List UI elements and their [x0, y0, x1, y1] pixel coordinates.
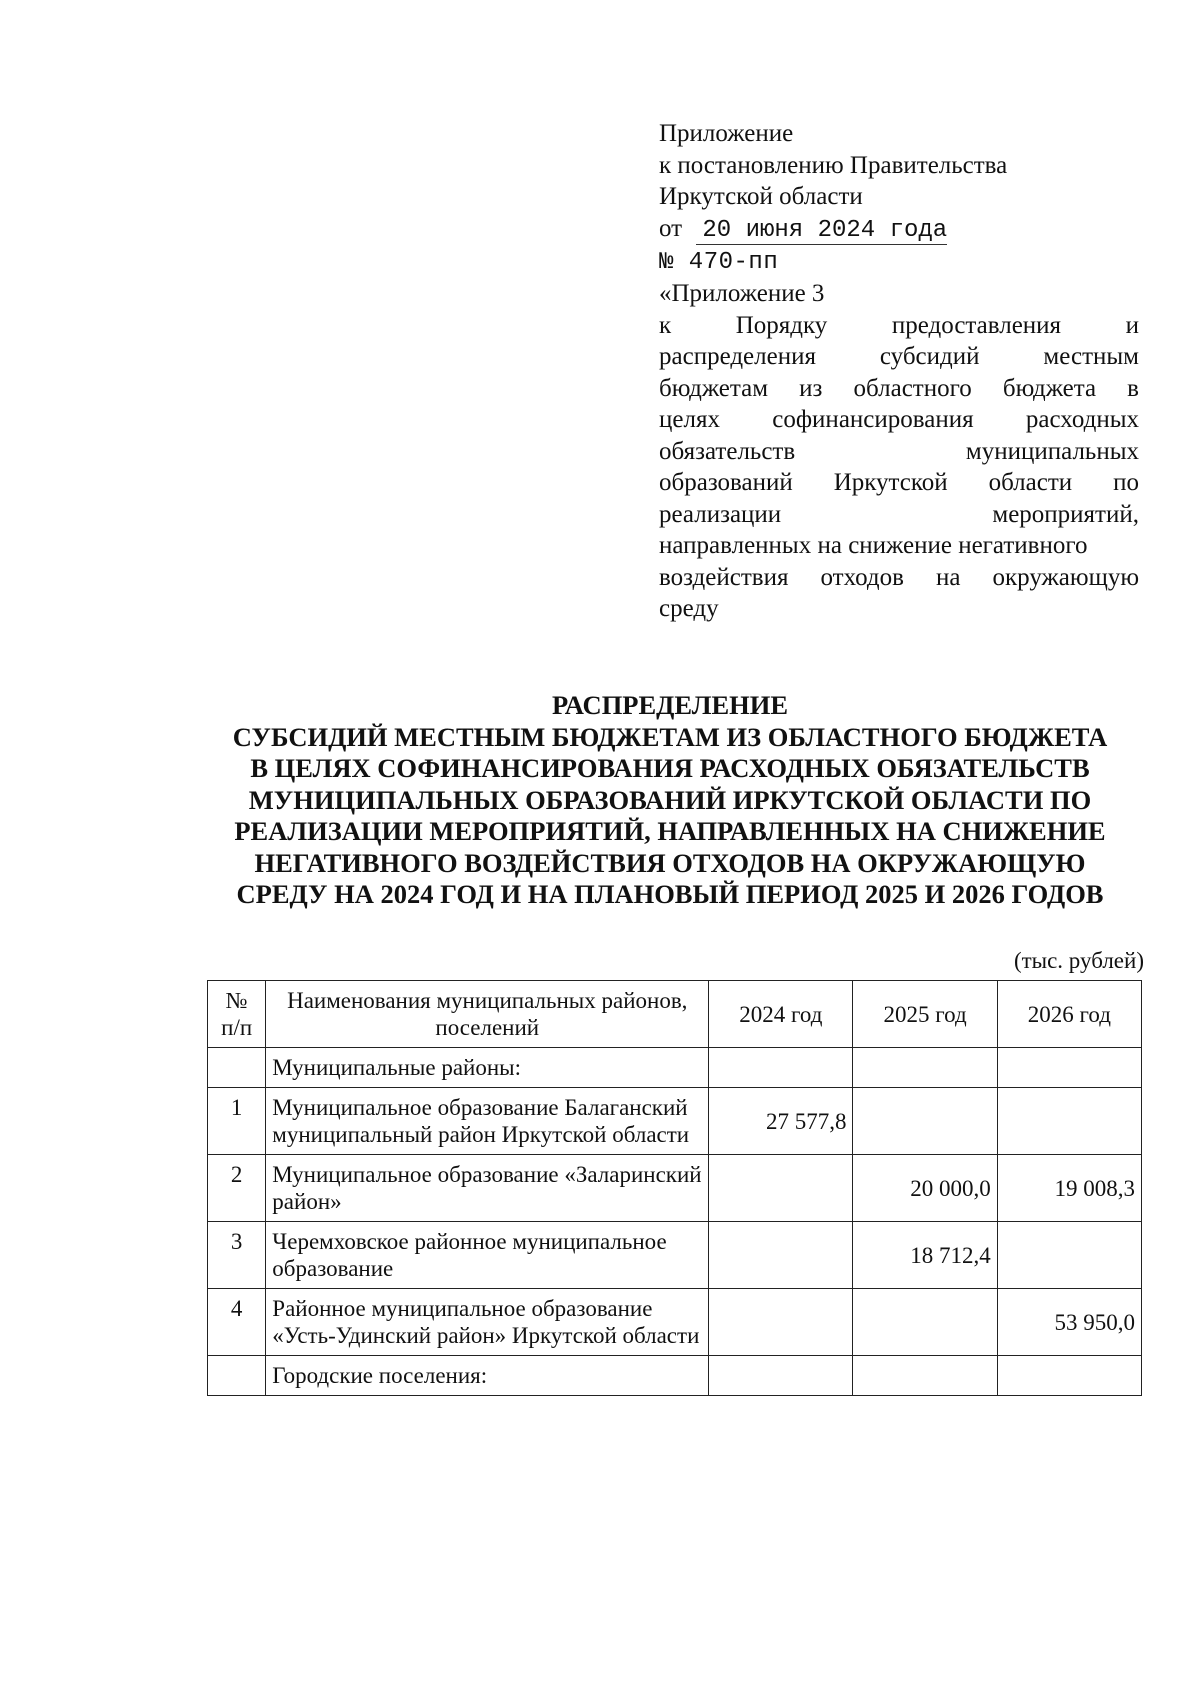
row-2026: 53 950,0 [997, 1289, 1141, 1356]
row-number [208, 1356, 266, 1396]
title-line: МУНИЦИПАЛЬНЫХ ОБРАЗОВАНИЙ ИРКУТСКОЙ ОБЛАСТИ ПО [248, 784, 1092, 815]
date-prefix: от [659, 214, 683, 242]
row-2026 [997, 1356, 1141, 1396]
header-number: № п/п [208, 981, 266, 1048]
row-number: 4 [208, 1289, 266, 1356]
annex-line: бюджетам из областного бюджета в [659, 374, 1139, 402]
title-line: РАСПРЕДЕЛЕНИЕ [551, 690, 789, 720]
date-value: 20 июня 2024 года [696, 217, 947, 245]
row-2025 [853, 1088, 997, 1155]
annex-line: направленных на снижение негативного [659, 532, 1088, 559]
row-number: 1 [208, 1088, 266, 1155]
row-2026 [997, 1088, 1141, 1155]
header-2026: 2026 год [997, 981, 1141, 1048]
row-name: Районное муниципальное образование «Усть-Удинский район» Иркутской области [266, 1289, 709, 1356]
row-2024 [709, 1048, 853, 1088]
row-number [208, 1048, 266, 1088]
row-2025: 18 712,4 [853, 1222, 997, 1289]
table-row [208, 1088, 1142, 1155]
row-2024 [709, 1356, 853, 1396]
document-title [190, 690, 1150, 911]
row-2026 [997, 1048, 1141, 1088]
row-name: Городские поселения: [266, 1356, 709, 1396]
table-row [208, 1289, 1142, 1356]
row-name: Черемховское районное муниципальное образование [266, 1222, 709, 1289]
number-line [659, 245, 1139, 279]
row-2024 [709, 1289, 853, 1356]
row-2025 [853, 1356, 997, 1396]
document-number: № 470-пп [659, 248, 779, 276]
table-row [208, 1048, 1142, 1088]
annex-line: «Приложение 3 [659, 280, 825, 307]
row-2025 [853, 1048, 997, 1088]
row-2025: 20 000,0 [853, 1155, 997, 1222]
header-2025: 2025 год [853, 981, 997, 1048]
title-line: НЕГАТИВНОГО ВОЗДЕЙСТВИЯ ОТХОДОВ НА ОКРУЖАЮЩУЮ [254, 847, 1086, 878]
annex-line: к Порядку предоставления и [659, 311, 1139, 339]
row-name: Муниципальное образование «Заларинский район» [266, 1155, 709, 1222]
units-label: (тыс. рублей) [1013, 948, 1144, 973]
row-2025 [853, 1289, 997, 1356]
date-line [659, 213, 1115, 245]
header-2024: 2024 год [709, 981, 853, 1048]
row-number: 3 [208, 1222, 266, 1289]
row-name: Муниципальные районы: [266, 1048, 709, 1088]
header-name: Наименования муниципальных районов, поселений [266, 981, 709, 1048]
row-2026 [997, 1222, 1141, 1289]
annex-line: целях софинансирования расходных [659, 406, 1139, 433]
appendix-header [659, 118, 1139, 625]
distribution-table [207, 980, 1142, 1396]
table-row [208, 1356, 1142, 1396]
title-line: РЕАЛИЗАЦИИ МЕРОПРИЯТИЙ, НАПРАВЛЕННЫХ НА СНИЖЕНИЕ [234, 816, 1106, 846]
annex-line: обязательств муниципальных [659, 437, 1139, 465]
table-header-row [208, 981, 1142, 1048]
annex-line: распределения субсидий местным [659, 343, 1139, 370]
table-row [208, 1155, 1142, 1222]
table-row [208, 1222, 1142, 1289]
row-2024: 27 577,8 [709, 1088, 853, 1155]
row-2024 [709, 1155, 853, 1222]
region-name: Иркутской области [659, 183, 863, 210]
annex-line: образований Иркутской области по [659, 469, 1139, 496]
row-number: 2 [208, 1155, 266, 1222]
annex-line: реализации мероприятий, [659, 500, 1139, 528]
annex-line: среду [659, 595, 719, 622]
title-line: СРЕДУ НА 2024 ГОД И НА ПЛАНОВЫЙ ПЕРИОД 2025 И 2026 ГОДОВ [236, 879, 1104, 909]
resolution-ref: к постановлению Правительства [659, 151, 1008, 179]
title-line: В ЦЕЛЯХ СОФИНАНСИРОВАНИЯ РАСХОДНЫХ ОБЯЗАТЕЛЬСТВ [250, 753, 1090, 783]
title-line: СУБСИДИЙ МЕСТНЫМ БЮДЖЕТАМ ИЗ ОБЛАСТНОГО БЮДЖЕТА [232, 721, 1108, 752]
row-2024 [709, 1222, 853, 1289]
appendix-label: Приложение [659, 120, 794, 147]
annex-line: воздействия отходов на окружающую [659, 563, 1139, 591]
row-2026: 19 008,3 [997, 1155, 1141, 1222]
row-name: Муниципальное образование Балаганский муниципальный район Иркутской области [266, 1088, 709, 1155]
